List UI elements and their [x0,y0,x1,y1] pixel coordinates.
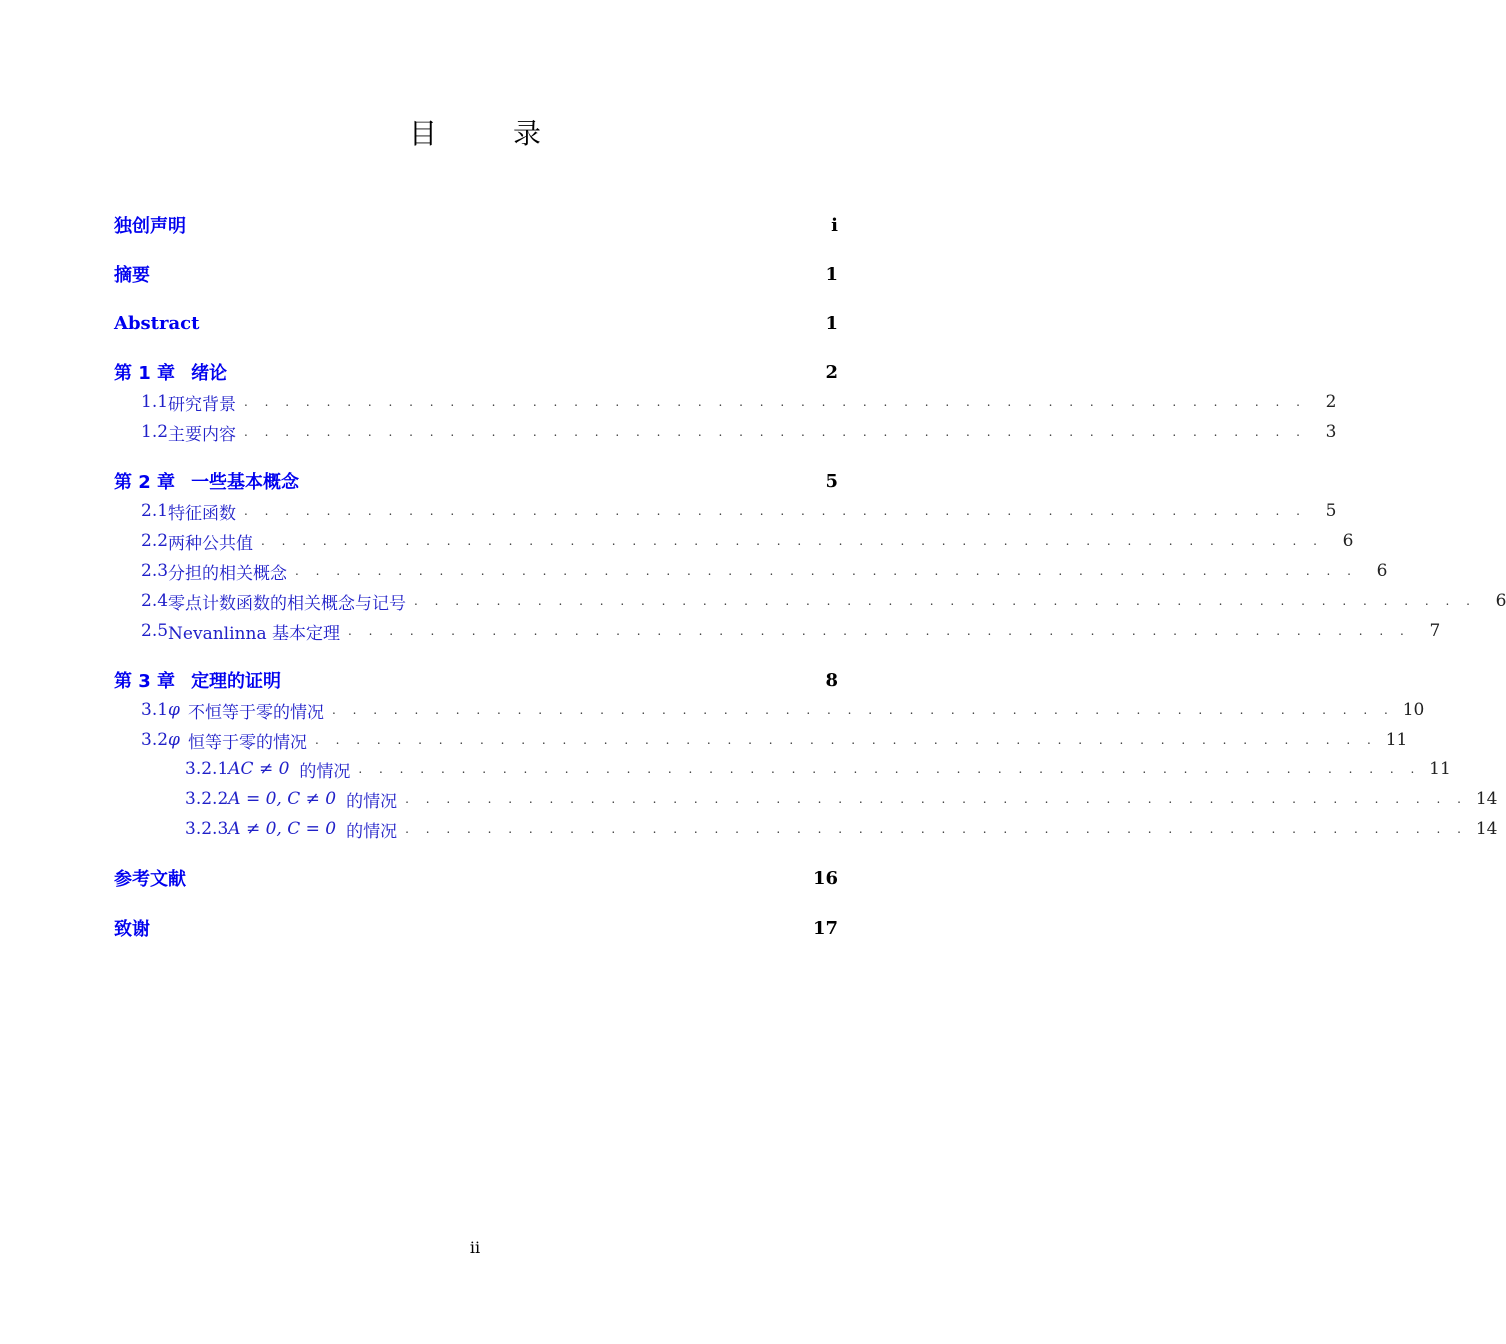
toc-entry-section-2-1[interactable] [141,498,1337,524]
toc-entry-acknowledgements[interactable] [114,915,838,941]
toc-page-number: 2 [1325,392,1337,412]
math-expression: AC ≠ 0 [228,759,290,779]
toc-page-number: 1 [825,263,838,285]
math-expression: φ [168,700,180,720]
section-number: 2.3 [141,561,169,581]
page-title: 目 录 [408,117,565,150]
toc-entry-section-2-4[interactable] [141,588,1506,614]
toc-entry-chapter-3[interactable] [114,667,838,693]
toc-page-number: 5 [825,470,838,492]
dot-leader: . . . . . . . . . . . . . . . . . . . . . . . . . . . . . . . . . . . . . . . . . . . . . . . . . . . . [358,762,1421,776]
toc-page-number: 11 [1385,730,1408,750]
toc-page-number: 7 [1429,621,1441,641]
toc-label: 恒等于零的情况 [187,732,307,753]
toc-label: 分担的相关概念 [168,563,288,584]
footer-page-number: ii [469,1238,481,1257]
section-number: 2.4 [141,591,169,611]
toc-entry-section-1-1[interactable] [141,389,1337,415]
toc-page-number: 5 [1325,501,1337,521]
toc-label: 两种公共值 [168,533,254,554]
dot-leader: . . . . . . . . . . . . . . . . . . . . . . . . . . . . . . . . . . . . . . . . . . . . . . . . . . . . [261,534,1324,548]
toc-label: 定理的证明 [191,671,282,692]
toc-entry-abstract-en[interactable] [114,310,838,336]
toc-entry-subsection-3-2-1[interactable] [185,756,1451,782]
dot-leader: . . . . . . . . . . . . . . . . . . . . . . . . . . . . . . . . . . . . . . . . . . . . . . . . . . . . [414,594,1477,608]
dot-leader: . . . . . . . . . . . . . . . . . . . . . . . . . . . . . . . . . . . . . . . . . . . . . . . . . . . . [244,425,1307,439]
section-number: 2.2 [141,531,169,551]
section-number: 3.2.3 [185,819,229,839]
toc-page-number: 2 [825,361,838,383]
toc-label: 特征函数 [168,503,237,524]
toc-label: Nevanlinna 基本定理 [168,623,340,644]
toc-entry-references[interactable] [114,865,838,891]
section-number: 3.2.2 [185,789,229,809]
math-expression: A ≠ 0, C = 0 [228,819,337,839]
toc-label: 参考文献 [114,869,186,890]
toc-entry-chapter-2[interactable] [114,468,838,494]
toc-label: 的情况 [346,791,398,812]
toc-label: Abstract [114,312,200,334]
toc-page-number: 16 [812,867,838,889]
toc-label: 零点计数函数的相关概念与记号 [168,593,407,614]
toc-entry-subsection-3-2-2[interactable] [185,786,1498,812]
section-number: 2.1 [141,501,169,521]
toc-page-number: 14 [1475,789,1498,809]
toc-page-number: i [831,214,838,236]
toc-label: 一些基本概念 [191,472,300,493]
toc-entry-section-2-3[interactable] [141,558,1388,584]
toc-page-number: 6 [1376,561,1388,581]
toc-entry-section-3-2[interactable] [141,727,1408,753]
toc-entry-chapter-1[interactable] [114,359,838,385]
toc-entry-section-2-2[interactable] [141,528,1354,554]
toc-page-number: 6 [1342,531,1354,551]
toc-label: 的情况 [346,821,398,842]
section-number: 3.2 [141,730,169,750]
dot-leader: . . . . . . . . . . . . . . . . . . . . . . . . . . . . . . . . . . . . . . . . . . . . . . . . . . . . [295,564,1358,578]
toc-page-number: 17 [812,917,838,939]
dot-leader: . . . . . . . . . . . . . . . . . . . . . . . . . . . . . . . . . . . . . . . . . . . . . . . . . . . . [405,822,1468,836]
toc-page-number: 14 [1475,819,1498,839]
dot-leader: . . . . . . . . . . . . . . . . . . . . . . . . . . . . . . . . . . . . . . . . . . . . . . . . . . . . [347,624,1411,638]
toc-entry-section-3-1[interactable] [141,697,1425,723]
toc-page-number: 6 [1495,591,1506,611]
toc-label: 绪论 [191,363,228,384]
dot-leader: . . . . . . . . . . . . . . . . . . . . . . . . . . . . . . . . . . . . . . . . . . . . . . . . . . . . [314,733,1378,747]
toc-entry-section-1-2[interactable] [141,419,1337,445]
toc-entry-abstract-cn[interactable] [114,261,838,287]
toc-page-number: 8 [825,669,838,691]
toc-entry-section-2-5[interactable] [141,618,1441,644]
math-expression: φ [168,730,180,750]
toc-label: 不恒等于零的情况 [187,702,324,723]
section-number: 3.2.1 [185,759,229,779]
dot-leader: . . . . . . . . . . . . . . . . . . . . . . . . . . . . . . . . . . . . . . . . . . . . . . . . . . . . [405,792,1468,806]
toc-label: 独创声明 [114,216,186,237]
toc-label: 研究背景 [168,394,237,415]
toc-label: 主要内容 [168,424,237,445]
toc-page-number: 3 [1325,422,1337,442]
dot-leader: . . . . . . . . . . . . . . . . . . . . . . . . . . . . . . . . . . . . . . . . . . . . . . . . . . . . [331,703,1395,717]
chapter-number: 第 1 章 [114,363,176,384]
toc-label: 的情况 [299,761,351,782]
toc-page-number: 1 [825,312,838,334]
toc-label: 摘要 [114,265,150,286]
toc-page-number: 11 [1429,759,1451,779]
toc-entry-originality[interactable] [114,212,838,238]
section-number: 2.5 [141,621,169,641]
section-number: 1.1 [141,392,169,412]
toc-entry-subsection-3-2-3[interactable] [185,816,1498,842]
chapter-number: 第 2 章 [114,472,176,493]
section-number: 3.1 [141,700,169,720]
dot-leader: . . . . . . . . . . . . . . . . . . . . . . . . . . . . . . . . . . . . . . . . . . . . . . . . . . . . [244,395,1307,409]
dot-leader: . . . . . . . . . . . . . . . . . . . . . . . . . . . . . . . . . . . . . . . . . . . . . . . . . . . . [244,504,1307,518]
section-number: 1.2 [141,422,169,442]
chapter-number: 第 3 章 [114,671,176,692]
toc-page-number: 10 [1402,700,1425,720]
toc-label: 致谢 [114,919,150,940]
math-expression: A = 0, C ≠ 0 [228,789,337,809]
